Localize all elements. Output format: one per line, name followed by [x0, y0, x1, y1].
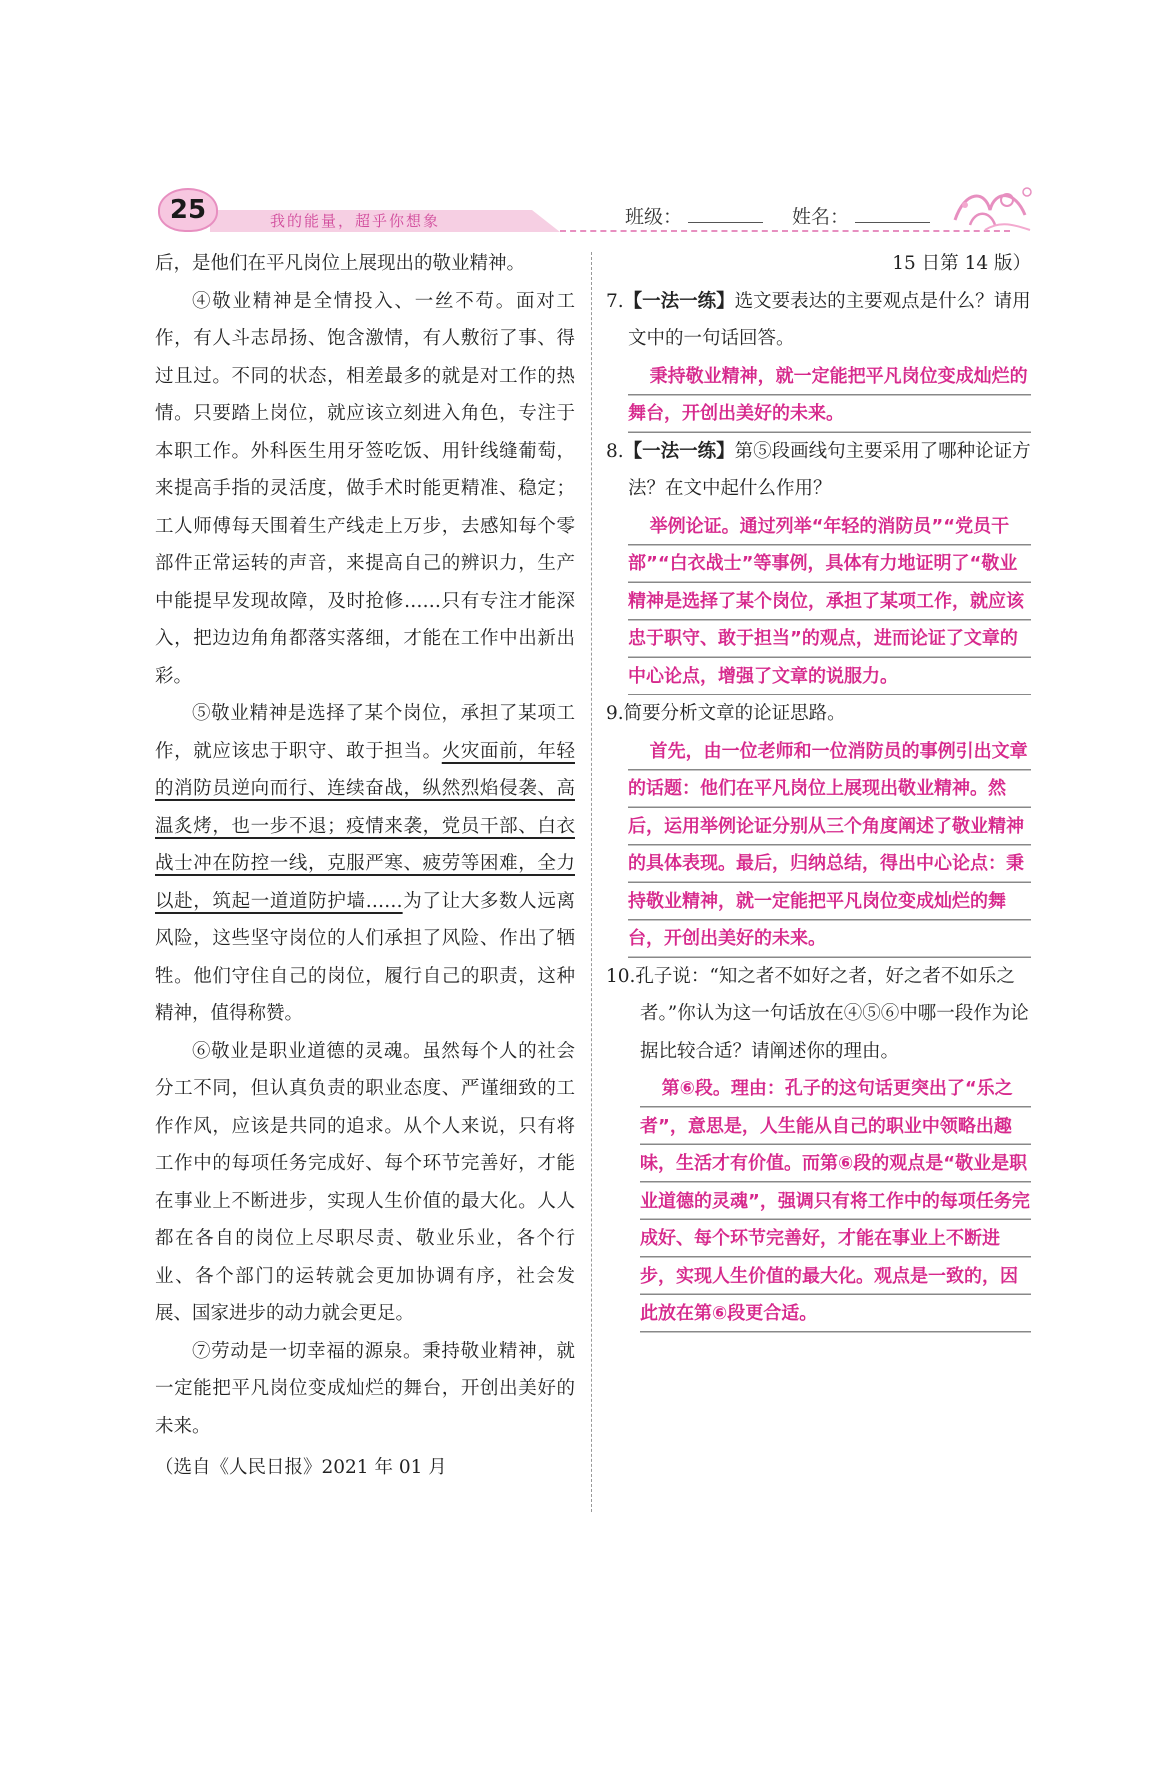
page-number-badge	[158, 188, 218, 232]
article-paragraph-6: ⑥敬业是职业道德的灵魂。虽然每个人的社会分工不同，但认真负责的职业态度、严谨细致的工作作风，应该是共同的追求。从个人来说，只有将工作中的每项任务完成好、每个环节完善好，才能在事业上不断进步，实现人生价值的最大化。人人都在各自的岗位上尽职尽责、敬业乐业，各个行业、各个部门的运转就会更加协调有序，社会发展、国家进步的动力就会更足。	[155, 1040, 575, 1324]
article-paragraph-5	[155, 695, 575, 1033]
column-divider	[591, 252, 592, 1512]
header-dashed-line	[560, 230, 1010, 232]
class-field[interactable]	[625, 202, 763, 229]
paragraph-5-lead: ⑤敬业精神是选择了某个岗位，承担了某项工作，就应该忠于职守、敢于担当。	[155, 703, 575, 762]
article-paragraph-7: ⑦劳动是一切幸福的源泉。秉持敬业精神，就一定能把平凡岗位变成灿烂的舞台，开创出美好的未来。	[155, 1340, 575, 1437]
source-continuation: 15 日第 14 版）	[892, 253, 1031, 274]
paragraph-5-underlined-sentence: 火灾面前，年轻的消防员逆向而行、连续奋战，纵然烈焰侵袭、高温炙烤，也一步不退；疫情来袭，党员干部、白衣战士冲在防控一线，克服严寒、疲劳等困难，全力以赴，筑起一道道防护墙……	[155, 740, 575, 912]
class-blank[interactable]	[688, 204, 763, 223]
question-7-number: 7.	[606, 290, 624, 312]
question-8-text: 第⑤段画线句主要采用了哪种论证方法？在文中起什么作用？	[628, 440, 1031, 499]
question-10	[606, 958, 1031, 1071]
question-10-text: 孔子说：“知之者不如好之者，好之者不如乐之者。”你认为这一句话放在④⑤⑥中哪一段作为论据比较合适？请阐述你的理由。	[635, 965, 1029, 1062]
answer-7: 秉持敬业精神，就一定能把平凡岗位变成灿烂的舞台，开创出美好的未来。	[628, 358, 1031, 433]
name-field[interactable]	[792, 202, 930, 229]
question-7-tag: 【一法一练】	[623, 290, 735, 312]
answer-8: 举例论证。通过列举“年轻的消防员”“党员干部”“白衣战士”等事例，具体有力地证明了“敬业精神是选择了某个岗位，承担了某项工作，就应该忠于职守、敢于担当”的观点，进而论证了文章的中心论点，增强了文章的说服力。	[628, 508, 1031, 696]
question-9-text: 简要分析文章的论证思路。	[623, 703, 846, 724]
question-8	[606, 433, 1031, 508]
name-blank[interactable]	[855, 204, 930, 223]
question-7-text: 选文要表达的主要观点是什么？请用文中的一句话回答。	[628, 290, 1031, 349]
article-paragraph-3-tail: 后，是他们在平凡岗位上展现出的敬业精神。	[155, 253, 526, 274]
question-8-tag: 【一法一练】	[623, 440, 735, 462]
questions-column	[606, 245, 1031, 1333]
page-number: 25	[169, 195, 207, 225]
article-paragraph-4: ④敬业精神是全情投入、一丝不苟。面对工作，有人斗志昂扬、饱含激情，有人敷衍了事、得过且过。不同的状态，相差最多的就是对工作的热情。只要踏上岗位，就应该立刻进入角色，专注于本职工作。外科医生用牙签吃饭、用针线缝葡萄，来提高手指的灵活度，做手术时能更精准、稳定；工人师傅每天围着生产线走上万步，去感知每个零部件正常运转的声音，来提高自己的辨识力，生产中能提早发现故障，及时抢修……只有专注才能深入，把边边角角都落实落细，才能在工作中出新出彩。	[155, 290, 575, 687]
question-7	[606, 283, 1031, 358]
question-9-number: 9.	[606, 703, 624, 724]
name-label: 姓名：	[792, 206, 850, 228]
paragraph-5-tail: 为了让大多数人远离风险，这些坚守岗位的人们承担了风险、作出了牺牲。他们守住自己的岗位，履行自己的职责，这种精神，值得称赞。	[155, 890, 575, 1024]
question-9	[606, 695, 1031, 733]
flower-ornament-icon	[945, 180, 1035, 235]
answer-10: 第⑥段。理由：孔子的这句话更突出了“乐之者”，意思是，人生能从自己的职业中领略出趣味，生活才有价值。而第⑥段的观点是“敬业是职业道德的灵魂”，强调只有将工作中的每项任务完成好、每个环节完善好，才能在事业上不断进步，实现人生价值的最大化。观点是一致的，因此放在第⑥段更合适。	[640, 1070, 1031, 1333]
question-8-number: 8.	[606, 440, 624, 462]
answer-9: 首先，由一位老师和一位消防员的事例引出文章的话题：他们在平凡岗位上展现出敬业精神。然后，运用举例论证分别从三个角度阐述了敬业精神的具体表现。最后，归纳总结，得出中心论点：秉持敬业精神，就一定能把平凡岗位变成灿烂的舞台，开创出美好的未来。	[628, 733, 1031, 958]
question-10-number: 10.	[606, 965, 636, 987]
page-header	[150, 180, 1040, 240]
article-source: （选自《人民日报》2021 年 01 月	[155, 1457, 447, 1478]
slogan-text: 我的能量，超乎你想象	[270, 212, 441, 230]
article-column	[155, 245, 575, 1487]
class-label: 班级：	[625, 206, 683, 228]
